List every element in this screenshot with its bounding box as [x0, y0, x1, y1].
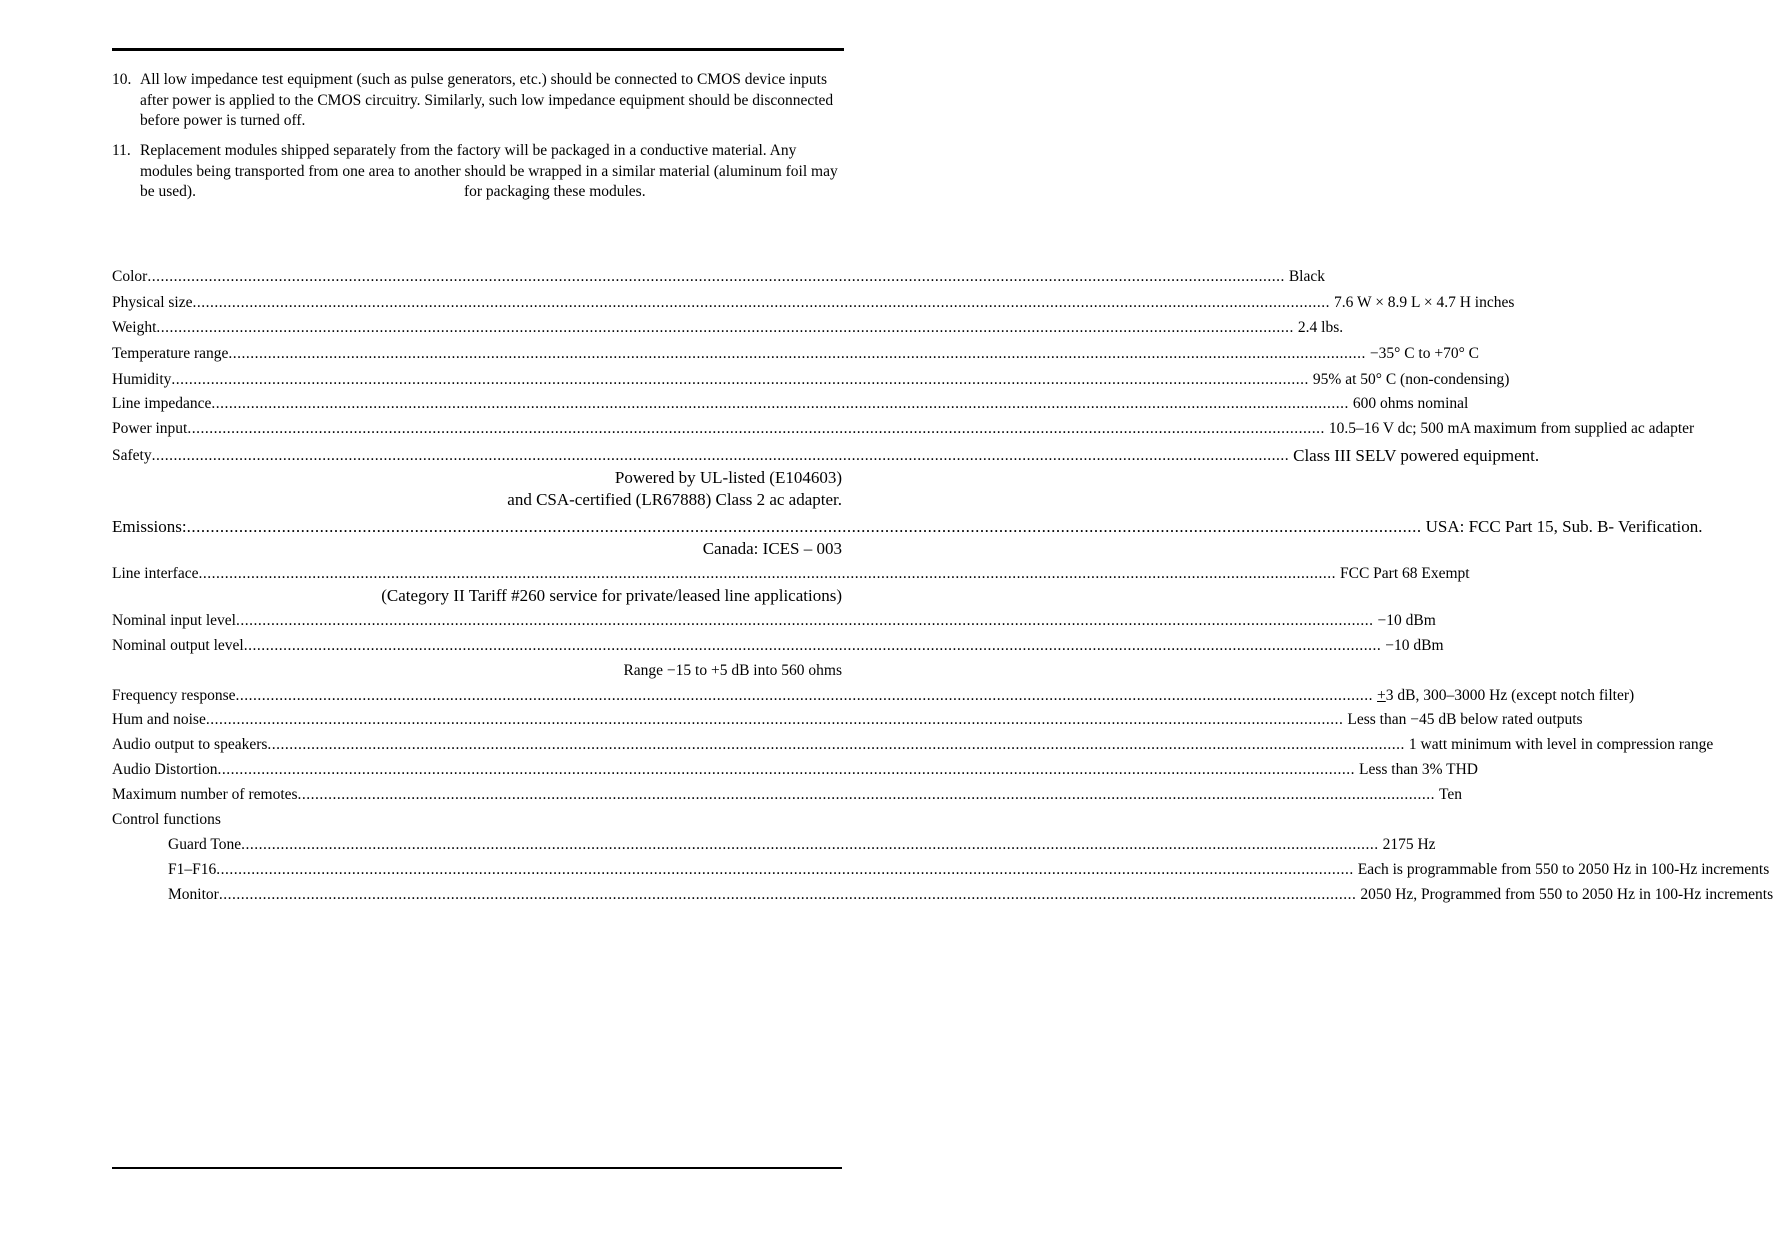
note-11: [112, 141, 847, 203]
spec-physical-size: Physical size .................................................................................................................................................................................................................................................................... 7.6 W × 8.9 L × 4.7 H inches: [112, 294, 1515, 311]
top-rule: [112, 48, 844, 51]
spec-control-functions: Control functions: [112, 811, 221, 828]
spec-line-interface-line2: (Category II Tariff #260 service for private/leased line applications): [381, 586, 842, 605]
note-text: Replacement modules shipped separately from the factory will be packaged in a conductive material. Any modules being transported from one area to another should be wrapped in a similar material (aluminum foil may be used). for packaging these modules.: [140, 142, 838, 200]
note-number: 10.: [112, 71, 132, 88]
note-10: [112, 70, 847, 132]
note-number: 11.: [112, 142, 131, 159]
spec-safety-line3: and CSA-certified (LR67888) Class 2 ac adapter.: [507, 490, 842, 509]
spec-nominal-output: Nominal output level .................................................................................................................................................................................................................................................................... −10 dBm: [112, 637, 1444, 654]
bottom-rule: [112, 1167, 842, 1169]
spec-temperature: Temperature range .................................................................................................................................................................................................................................................................... −35° C to +70° C: [112, 345, 1480, 362]
spec-audio-distortion: Audio Distortion .................................................................................................................................................................................................................................................................... Less than 3% THD: [112, 761, 1478, 778]
spec-hum-noise: Hum and noise .................................................................................................................................................................................................................................................................... Less than −45 dB below rated outputs: [112, 711, 1583, 728]
spec-max-remotes: Maximum number of remotes .................................................................................................................................................................................................................................................................... Ten: [112, 786, 1463, 803]
note-text: All low impedance test equipment (such as pulse generators, etc.) should be connected to CMOS device inputs after power is applied to the CMOS circuitry. Similarly, such low impedance equipment should be disconnected before power is turned off.: [140, 71, 834, 129]
spec-nominal-output-line2: Range −15 to +5 dB into 560 ohms: [623, 662, 842, 679]
spec-emissions: Emissions: .................................................................................................................................................................................................................................................................... USA: FCC Part 15, Sub. B- Verification.: [112, 517, 1703, 536]
spec-safety: Safety .................................................................................................................................................................................................................................................................... Class III SELV powered equipment.: [112, 446, 1540, 465]
spec-frequency-response: Frequency response .................................................................................................................................................................................................................................................................... +3 dB, 300–3000 Hz (except notch filter): [112, 687, 1635, 704]
spec-guard-tone: Guard Tone .................................................................................................................................................................................................................................................................... 2175 Hz: [168, 836, 1436, 853]
spec-emissions-line2: Canada: ICES – 003: [702, 539, 842, 558]
spec-safety-line2: Powered by UL-listed (E104603): [614, 468, 842, 487]
spec-line-impedance: Line impedance .................................................................................................................................................................................................................................................................... 600 ohms nominal: [112, 395, 1469, 412]
spec-monitor: Monitor .................................................................................................................................................................................................................................................................... 2050 Hz, Programmed from 550 to 2050 Hz in 100-Hz increments: [168, 886, 1773, 903]
spec-weight: Weight .................................................................................................................................................................................................................................................................... 2.4 lbs.: [112, 319, 1344, 336]
spec-power-input: Power input .................................................................................................................................................................................................................................................................... 10.5–16 V dc; 500 mA maximum from supplied ac adapter: [112, 420, 1695, 437]
spec-audio-output: Audio output to speakers .................................................................................................................................................................................................................................................................... 1 watt minimum with level in compression range: [112, 736, 1714, 753]
spec-f1-f16: F1–F16 .................................................................................................................................................................................................................................................................... Each is programmable from 550 to 2050 Hz in 100-Hz increments: [168, 861, 1770, 878]
spec-humidity: Humidity .................................................................................................................................................................................................................................................................... 95% at 50° C (non-condensing): [112, 371, 1510, 388]
spec-line-interface: Line interface .................................................................................................................................................................................................................................................................... FCC Part 68 Exempt: [112, 565, 1470, 582]
spec-color: Color .................................................................................................................................................................................................................................................................... Black: [112, 268, 1325, 285]
spec-nominal-input: Nominal input level .................................................................................................................................................................................................................................................................... −10 dBm: [112, 612, 1436, 629]
